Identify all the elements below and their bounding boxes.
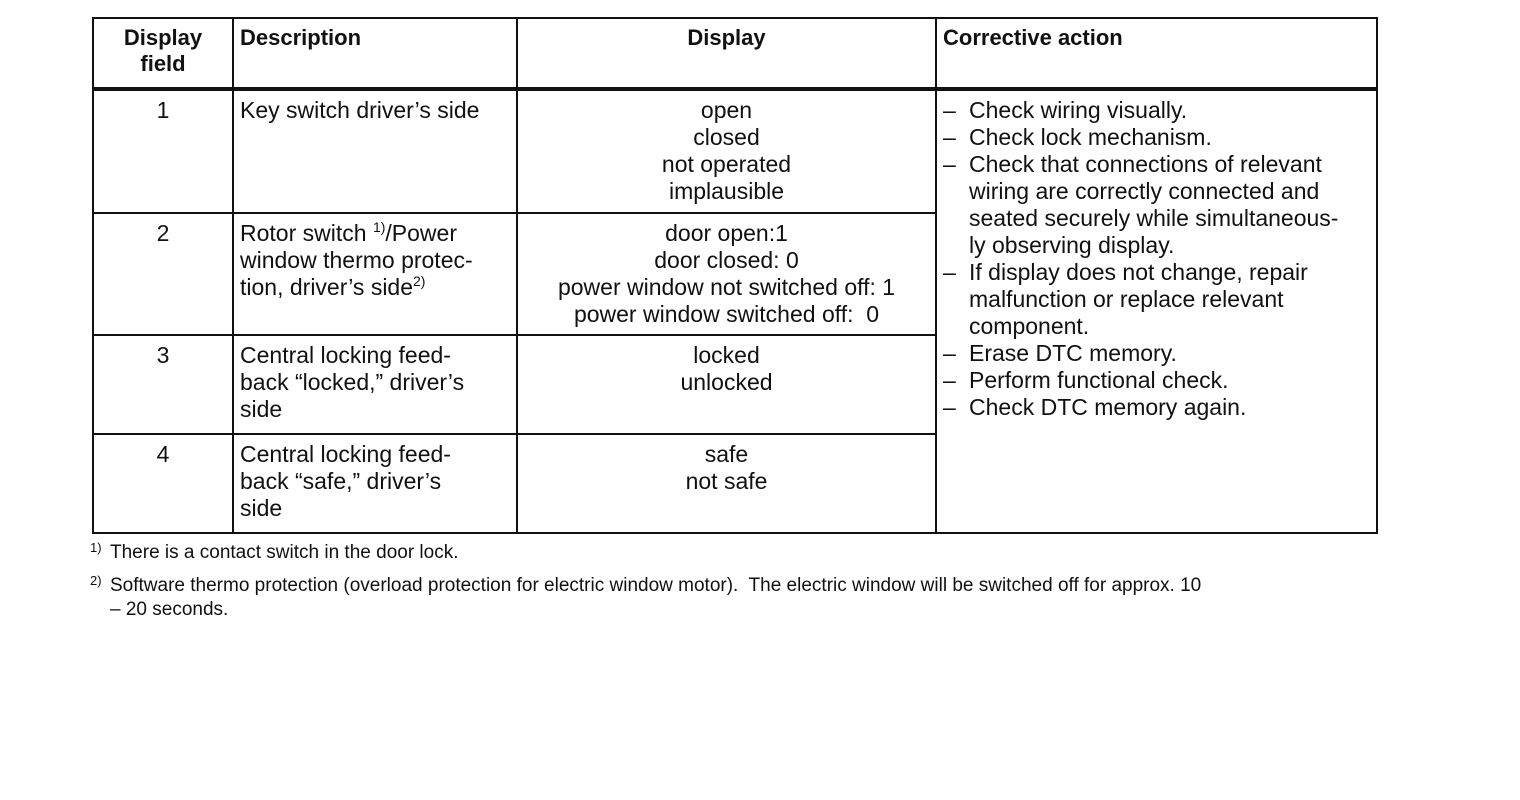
- description-line: Rotor switch $^{1)}$/Power: [240, 219, 457, 246]
- dash-bullet: –: [943, 151, 956, 177]
- footnote: [90, 541, 1380, 565]
- header-row: [93, 18, 1377, 89]
- display-value: power window switched off: 0: [573, 301, 880, 327]
- display-value: not safe: [685, 468, 768, 494]
- dash-bullet: –: [943, 97, 956, 123]
- description-line: back “locked,” driver’s: [240, 369, 465, 395]
- footnotes: [90, 541, 1380, 631]
- footnote-text: Software thermo protection (overload protection for electric window motor). The electric window will be switched off for approx. 10: [110, 575, 1202, 596]
- footnote-text: There is a contact switch in the door lock.: [110, 542, 459, 563]
- row-field-number: 2: [93, 213, 233, 335]
- footnote-ref: 2): [413, 273, 426, 289]
- display-value: safe: [704, 441, 749, 467]
- action-item: – If display does not change, repair malfunction or replace relevant component.: [943, 259, 1308, 339]
- description-line: Key switch driver’s side: [240, 97, 480, 123]
- dash-bullet: –: [943, 394, 956, 420]
- table-row: [93, 89, 1377, 213]
- action-item: – Check DTC memory again.: [943, 394, 1247, 420]
- row-display-values: [517, 89, 936, 213]
- row-description: [233, 213, 517, 335]
- footnote-ref: 1): [372, 219, 386, 235]
- description-line: Central locking feed-: [240, 441, 451, 467]
- dash-bullet: –: [943, 340, 956, 366]
- description-line: Central locking feed-: [240, 342, 451, 368]
- description-line: tion, driver’s side$^{2)}$: [240, 273, 426, 300]
- display-value: power window not switched off: 1: [557, 274, 896, 300]
- corrective-action-cell: [936, 89, 1377, 533]
- action-item: – Check wiring visually.: [943, 97, 1188, 123]
- row-field-number: 4: [93, 434, 233, 533]
- dash-bullet: –: [943, 259, 956, 285]
- row-field-number: 3: [93, 335, 233, 434]
- header-corrective-action: Corrective action: [936, 18, 1377, 89]
- row-description: [233, 335, 517, 434]
- display-value: implausible: [668, 178, 785, 204]
- description-line: side: [240, 495, 283, 521]
- footnote: [90, 574, 1380, 622]
- row-display-values: [517, 335, 936, 434]
- corrective-action-list: [943, 97, 1370, 421]
- display-value: open: [700, 97, 753, 123]
- diagnostic-table: [92, 17, 1378, 534]
- action-item: – Perform functional check.: [943, 367, 1229, 393]
- footnote-mark: 1): [90, 540, 102, 555]
- row-description: [233, 434, 517, 533]
- row-display-values: [517, 434, 936, 533]
- display-value: closed: [693, 124, 760, 150]
- header-display-field: Display field: [93, 18, 233, 89]
- row-display-values: [517, 213, 936, 335]
- dash-bullet: –: [943, 367, 956, 393]
- header-description: Description: [233, 18, 517, 89]
- action-item: – Check lock mechanism.: [943, 124, 1212, 150]
- row-description: [233, 89, 517, 213]
- display-value: door closed: 0: [654, 247, 799, 273]
- footnote-text: – 20 seconds.: [110, 599, 229, 620]
- action-item: – Check that connections of relevant wiring are correctly connected and seated securely while simultaneous- ly observing display.: [943, 151, 1339, 258]
- footnote-mark: 2): [90, 573, 102, 588]
- dash-bullet: –: [943, 124, 956, 150]
- action-item: – Erase DTC memory.: [943, 340, 1177, 366]
- display-value: locked: [693, 342, 760, 368]
- header-display: Display: [517, 18, 936, 89]
- display-value: not operated: [661, 151, 792, 177]
- display-value: unlocked: [680, 369, 773, 395]
- description-line: back “safe,” driver’s: [240, 468, 442, 494]
- description-line: window thermo protec-: [240, 247, 473, 273]
- display-value: door open:1: [665, 220, 788, 246]
- description-line: side: [240, 396, 283, 422]
- row-field-number: 1: [93, 89, 233, 213]
